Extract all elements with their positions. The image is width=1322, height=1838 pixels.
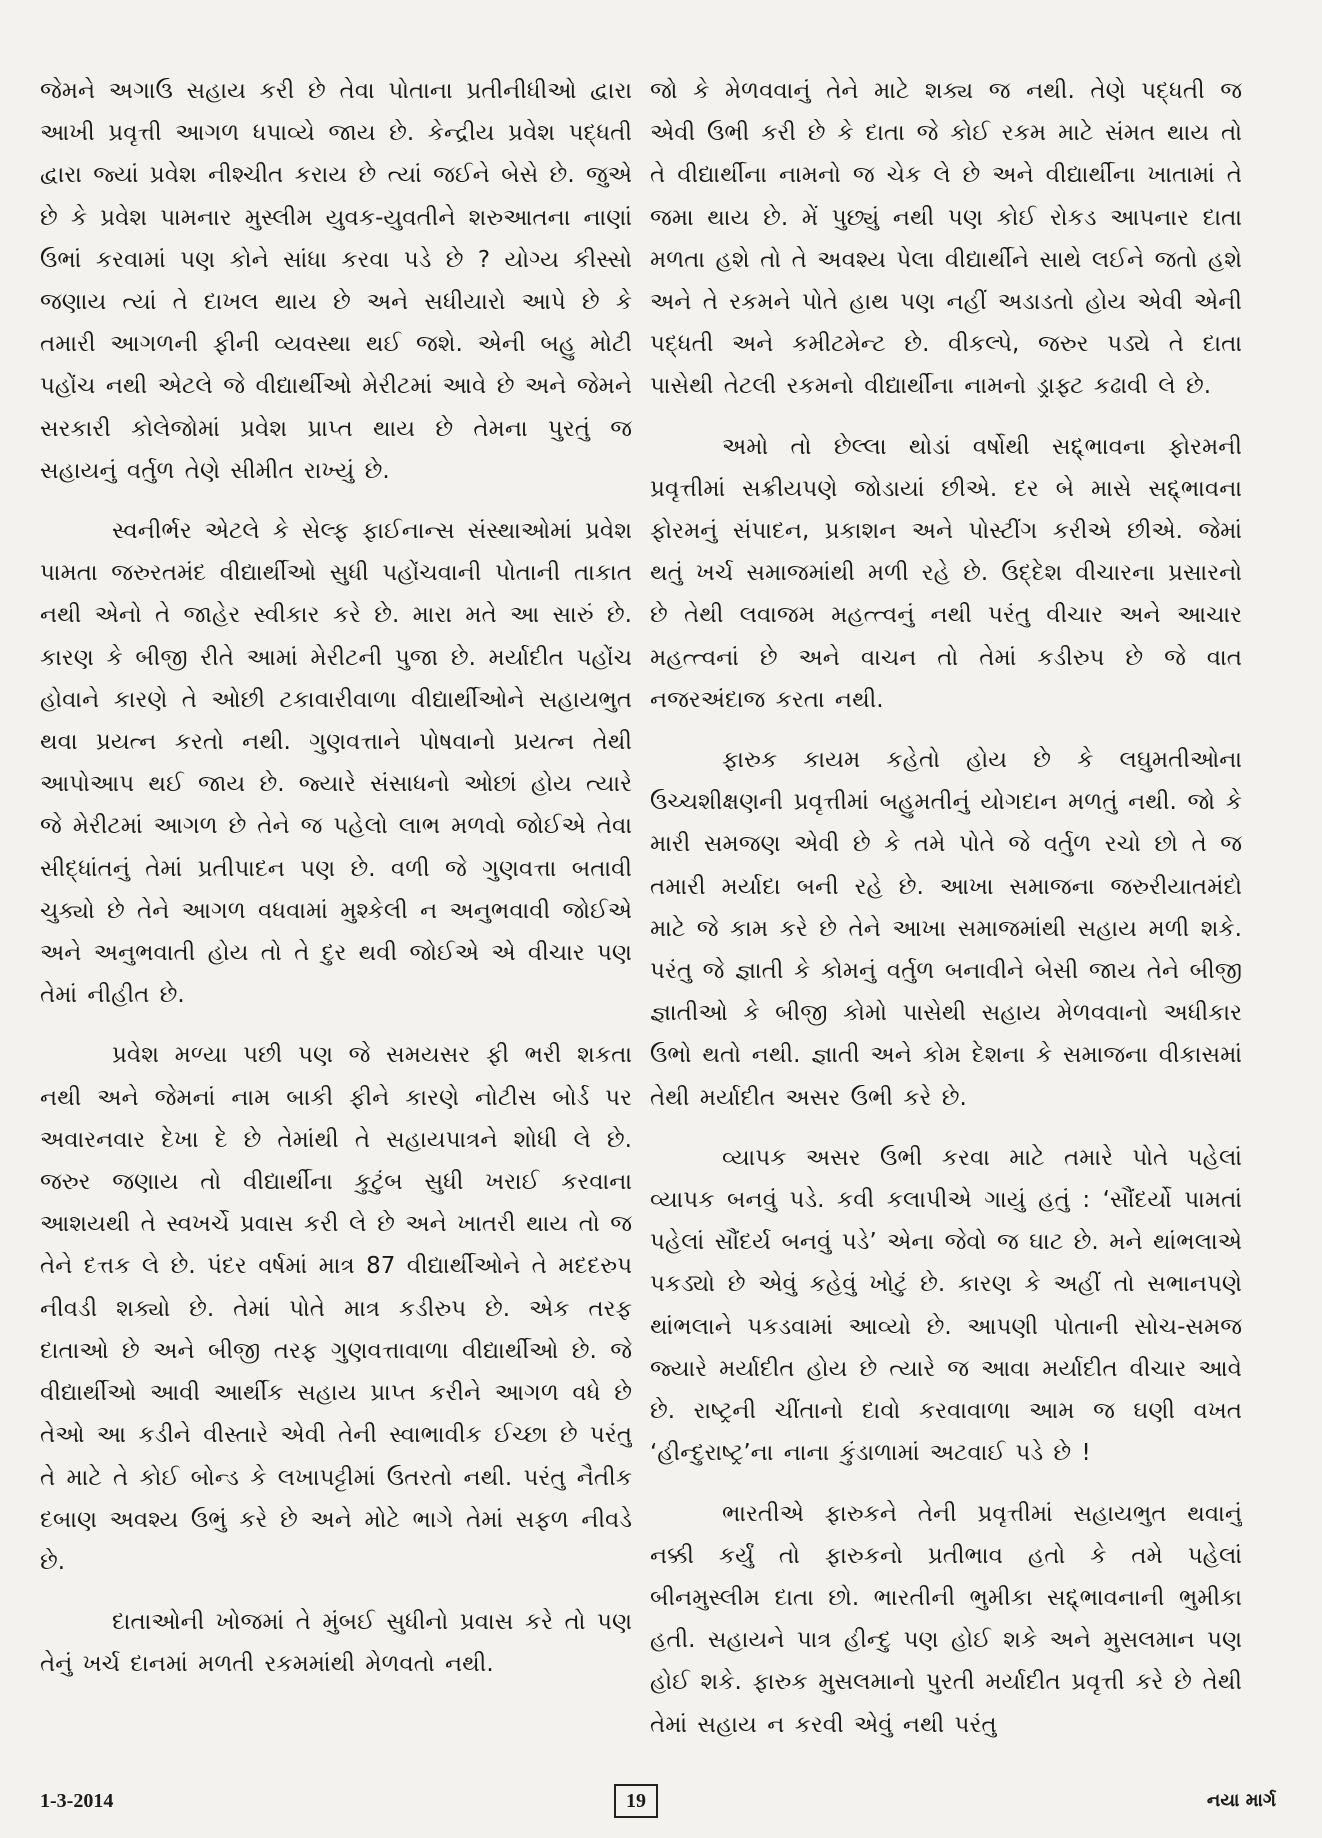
journal-name: નયા માર્ગ bbox=[1206, 1790, 1276, 1811]
right-column bbox=[650, 70, 1242, 1770]
left-paragraph-4: દાતાઓની ખોજમાં તે મુંબઈ સુધીનો પ્રવાસ કરે તો પણ તેનું ખર્ચ દાનમાં મળતી રકમમાંથી મેળવતો નથી. bbox=[40, 1609, 632, 1678]
page-number: 19 bbox=[614, 1784, 658, 1818]
right-paragraph-2: અમો તો છેલ્લા થોડાં વર્ષોથી સદ્દ્ભાવના ફોરમની પ્રવૃત્તીમાં સક્રીયપણે જોડાયાં છીએ. દર બે માસે સદ્દ્ભાવના ફોરમનું સંપાદન, પ્રકાશન અને પોસ્ટીંગ કરીએ છીએ. જેમાં થતું ખર્ચ સમાજમાંથી મળી રહે છે. ઉદ્દેશ વીચારના પ્રસારનો છે તેથી લવાજમ મહત્ત્વનું નથી પરંતુ વીચાર અને આચાર મહત્ત્વનાં છે અને વાચન તો તેમાં કડીરુપ છે જે વાત નજરઅંદાજ કરતા નથી. bbox=[650, 433, 1242, 713]
left-column bbox=[40, 70, 632, 1770]
left-paragraph-3: પ્રવેશ મળ્યા પછી પણ જે સમયસર ફી ભરી શકતા નથી અને જેમનાં નામ બાકી ફીને કારણે નોટીસ બોર્ડ પર અવારનવાર દેખા દે છે તેમાંથી તે સહાયપાત્રને શોધી લે છે. જરુર જણાય તો વીદ્યાર્થીના કુટુંબ સુધી ખરાઈ કરવાના આશયથી તે સ્વખર્ચે પ્રવાસ કરી લે છે અને ખાતરી થાય તો જ તેને દત્તક લે છે. પંદર વર્ષમાં માત્ર 87 વીદ્યાર્થીઓને તે મદદરુપ નીવડી શક્યો છે. તેમાં પોતે માત્ર કડીરુપ છે. એક તરફ દાતાઓ છે અને બીજી તરફ ગુણવત્તાવાળા વીદ્યાર્થીઓ છે. જે વીદ્યાર્થીઓ આવી આર્થીક સહાય પ્રાપ્ત કરીને આગળ વધે છે તેઓ આ કડીને વીસ્તારે એવી તેની સ્વાભાવીક ઈચ્છા છે પરંતુ તે માટે તે કોઈ બોન્ડ કે લખાપટ્ટીમાં ઉતરતો નથી. પરંતુ નૈતીક દબાણ અવશ્ય ઉભું કરે છે અને મોટે ભાગે તેમાં સફળ નીવડે છે. bbox=[40, 1042, 632, 1575]
right-paragraph-1: જો કે મેળવવાનું તેને માટે શક્ય જ નથી. તેણે પદ્ધતી જ એવી ઉભી કરી છે કે દાતા જે કોઈ રકમ માટે સંમત થાય તો તે વીદ્યાર્થીના નામનો જ ચેક લે છે અને વીદ્યાર્થીના ખાતામાં તે જમા થાય છે. મેં પુછ્યું નથી પણ કોઈ રોકડ આપનાર દાતા મળતા હશે તો તે અવશ્ય પેલા વીદ્યાર્થીને સાથે લઈને જતો હશે અને તે રકમને પોતે હાથ પણ નહીં અડાડતો હોય એવી એની પદ્ધતી અને કમીટમેન્ટ છે. વીકલ્પે, જરુર પડ્યે તે દાતા પાસેથી તેટલી રકમનો વીદ્યાર્થીના નામનો ડ્રાફ્ટ કઢાવી લે છે. bbox=[650, 78, 1242, 400]
right-paragraph-4: વ્યાપક અસર ઉભી કરવા માટે તમારે પોતે પહેલાં વ્યાપક બનવું પડે. કવી કલાપીએ ગાયું હતું : ‘સૌંદર્યો પામતાં પહેલાં સૌંદર્ય બનવું પડે’ એના જેવો જ ઘાટ છે. મને થાંભલાએ પકડ્યો છે એવું કહેવું ખોટું છે. કારણ કે અહીં તો સભાનપણે થાંભલાને પકડવામાં આવ્યો છે. આપણી પોતાની સોચ-સમજ જ્યારે મર્યાદીત હોય છે ત્યારે જ આવા મર્યાદીત વીચાર આવે છે. રાષ્ટ્રની ચીંતાનો દાવો કરવાવાળા આમ જ ઘણી વખત ‘હીન્દુરાષ્ટ્ર’ના નાના કુંડાળામાં અટવાઈ પડે છે ! bbox=[650, 1144, 1242, 1467]
right-paragraph-5: ભારતીએ ફારુકને તેની પ્રવૃત્તીમાં સહાયભુત થવાનું નક્કી કર્યું તો ફારુકનો પ્રતીભાવ હતો કે તમે પહેલાં બીનમુસ્લીમ દાતા છો. ભારતીની ભુમીકા સદ્દ્ભાવનાની ભુમીકા હતી. સહાયને પાત્ર હીન્દુ પણ હોઈ શકે અને મુસલમાન પણ હોઈ શકે. ફારુક મુસલમાનો પુરતી મર્યાદીત પ્રવૃત્તી કરે છે તેથી તેમાં સહાય ન કરવી એવું નથી પરંતુ bbox=[650, 1500, 1242, 1738]
issue-date: 1-3-2014 bbox=[40, 1790, 114, 1812]
left-paragraph-1: જેમને અગાઉ સહાય કરી છે તેવા પોતાના પ્રતીનીધીઓ દ્વારા આખી પ્રવૃત્તી આગળ ધપાવ્યે જાય છે. કેન્દ્રીય પ્રવેશ પદ્ધતી દ્વારા જ્યાં પ્રવેશ નીશ્ચીત કરાય છે ત્યાં જઈને બેસે છે. જુએ છે કે પ્રવેશ પામનાર મુસ્લીમ યુવક-યુવતીને શરુઆતના નાણાં ઉભાં કરવામાં પણ કોને સાંધા કરવા પડે છે ? યોગ્ય કીસ્સો જણાય ત્યાં તે દાખલ થાય છે અને સધીયારો આપે છે કે તમારી આગળની ફીની વ્યવસ્થા થઈ જશે. એની બહુ મોટી પહોંચ નથી એટલે જે વીદ્યાર્થીઓ મેરીટમાં આવે છે અને જેમને સરકારી કોલેજોમાં પ્રવેશ પ્રાપ્ત થાય છે તેમના પુરતું જ સહાયનું વર્તુળ તેણે સીમીત રાખ્યું છે. bbox=[40, 78, 632, 484]
page-footer bbox=[40, 1784, 1276, 1818]
right-paragraph-3: ફારુક કાયમ કહેતો હોય છે કે લઘુમતીઓના ઉચ્ચશીક્ષણની પ્રવૃત્તીમાં બહુમતીનું યોગદાન મળતું નથી. જો કે મારી સમજણ એવી છે કે તમે પોતે જે વર્તુળ રચો છો તે જ તમારી મર્યાદા બની રહે છે. આખા સમાજના જરુરીયાતમંદો માટે જે કામ કરે છે તેને આખા સમાજમાંથી સહાય મળી શકે. પરંતુ જે જ્ઞાતી કે કોમનું વર્તુળ બનાવીને બેસી જાય તેને બીજી જ્ઞાતીઓ કે બીજી કોમો પાસેથી સહાય મેળવવાનો અધીકાર ઉભો થતો નથી. જ્ઞાતી અને કોમ દેશના કે સમાજના વીકાસમાં તેથી મર્યાદીત અસર ઉભી કરે છે. bbox=[650, 747, 1242, 1111]
left-paragraph-2: સ્વનીર્ભર એટલે કે સેલ્ફ ફાઈનાન્સ સંસ્થાઓમાં પ્રવેશ પામતા જરુરતમંદ વીદ્યાર્થીઓ સુધી પહોંચવાની પોતાની તાકાત નથી એનો તે જાહેર સ્વીકાર કરે છે. મારા મતે આ સારું છે. કારણ કે બીજી રીતે આમાં મેરીટની પુજા છે. મર્યાદીત પહોંચ હોવાને કારણે તે ઓછી ટકાવારીવાળા વીદ્યાર્થીઓને સહાયભુત થવા પ્રયત્ન કરતો નથી. ગુણવત્તાને પોષવાનો પ્રયત્ન તેથી આપોઆપ થઈ જાય છે. જ્યારે સંસાધનો ઓછાં હોય ત્યારે જે મેરીટમાં આગળ છે તેને જ પહેલો લાભ મળવો જોઈએ તેવા સીદ્ધાંતનું તેમાં પ્રતીપાદન પણ છે. વળી જે ગુણવત્તા બતાવી ચુક્યો છે તેને આગળ વધવામાં મુશ્કેલી ન અનુભવાવી જોઈએ અને અનુભવાતી હોય તો તે દુર થવી જોઈએ એ વીચાર પણ તેમાં નીહીત છે. bbox=[40, 518, 632, 1009]
